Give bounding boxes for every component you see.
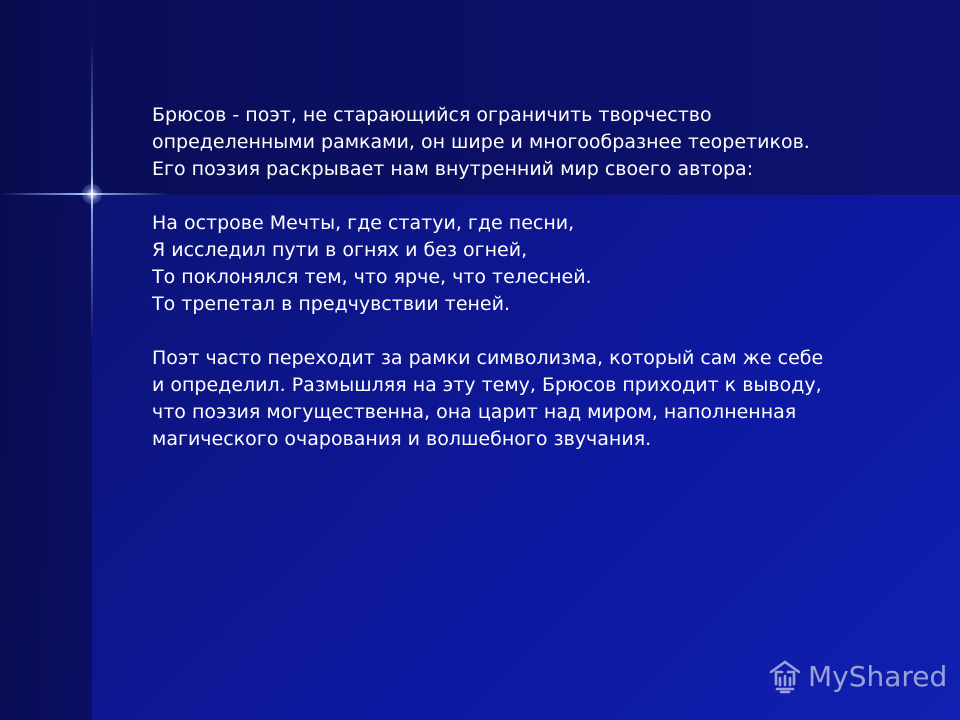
text-line: Брюсов - поэт, не старающийся ограничить творчество: [152, 104, 712, 126]
text-line: определенными рамками, он шире и многообразнее теоретиков.: [152, 131, 810, 153]
text-line: Поэт часто переходит за рамки символизма, который сам же себе: [152, 347, 824, 369]
sparkle-star-icon: [82, 184, 102, 204]
myshared-watermark: [768, 656, 947, 696]
intro-paragraph: [152, 102, 932, 183]
text-line: что поэзия могущественна, она царит над миром, наполненная: [152, 401, 797, 423]
conclusion-paragraph: [152, 345, 932, 453]
poem-line: Я исследил пути в огнях и без огней,: [152, 239, 528, 261]
watermark-text: MyShared: [808, 659, 948, 693]
poem-line: На острове Мечты, где статуи, где песни,: [152, 212, 575, 234]
poem-line: То поклонялся тем, что ярче, что телесней.: [152, 266, 592, 288]
text-line: Его поэзия раскрывает нам внутренний мир своего автора:: [152, 158, 754, 180]
poem-line: То трепетал в предчувствии теней.: [152, 293, 511, 315]
text-line: и определил. Размышляя на эту тему, Брюсов приходит к выводу,: [152, 374, 822, 396]
myshared-logo-icon: [768, 658, 802, 694]
slide-text-body: [152, 102, 932, 480]
text-line: магического очарования и волшебного звучания.: [152, 428, 652, 450]
poem-quote: [152, 210, 932, 318]
background-left-strip: [0, 0, 92, 720]
